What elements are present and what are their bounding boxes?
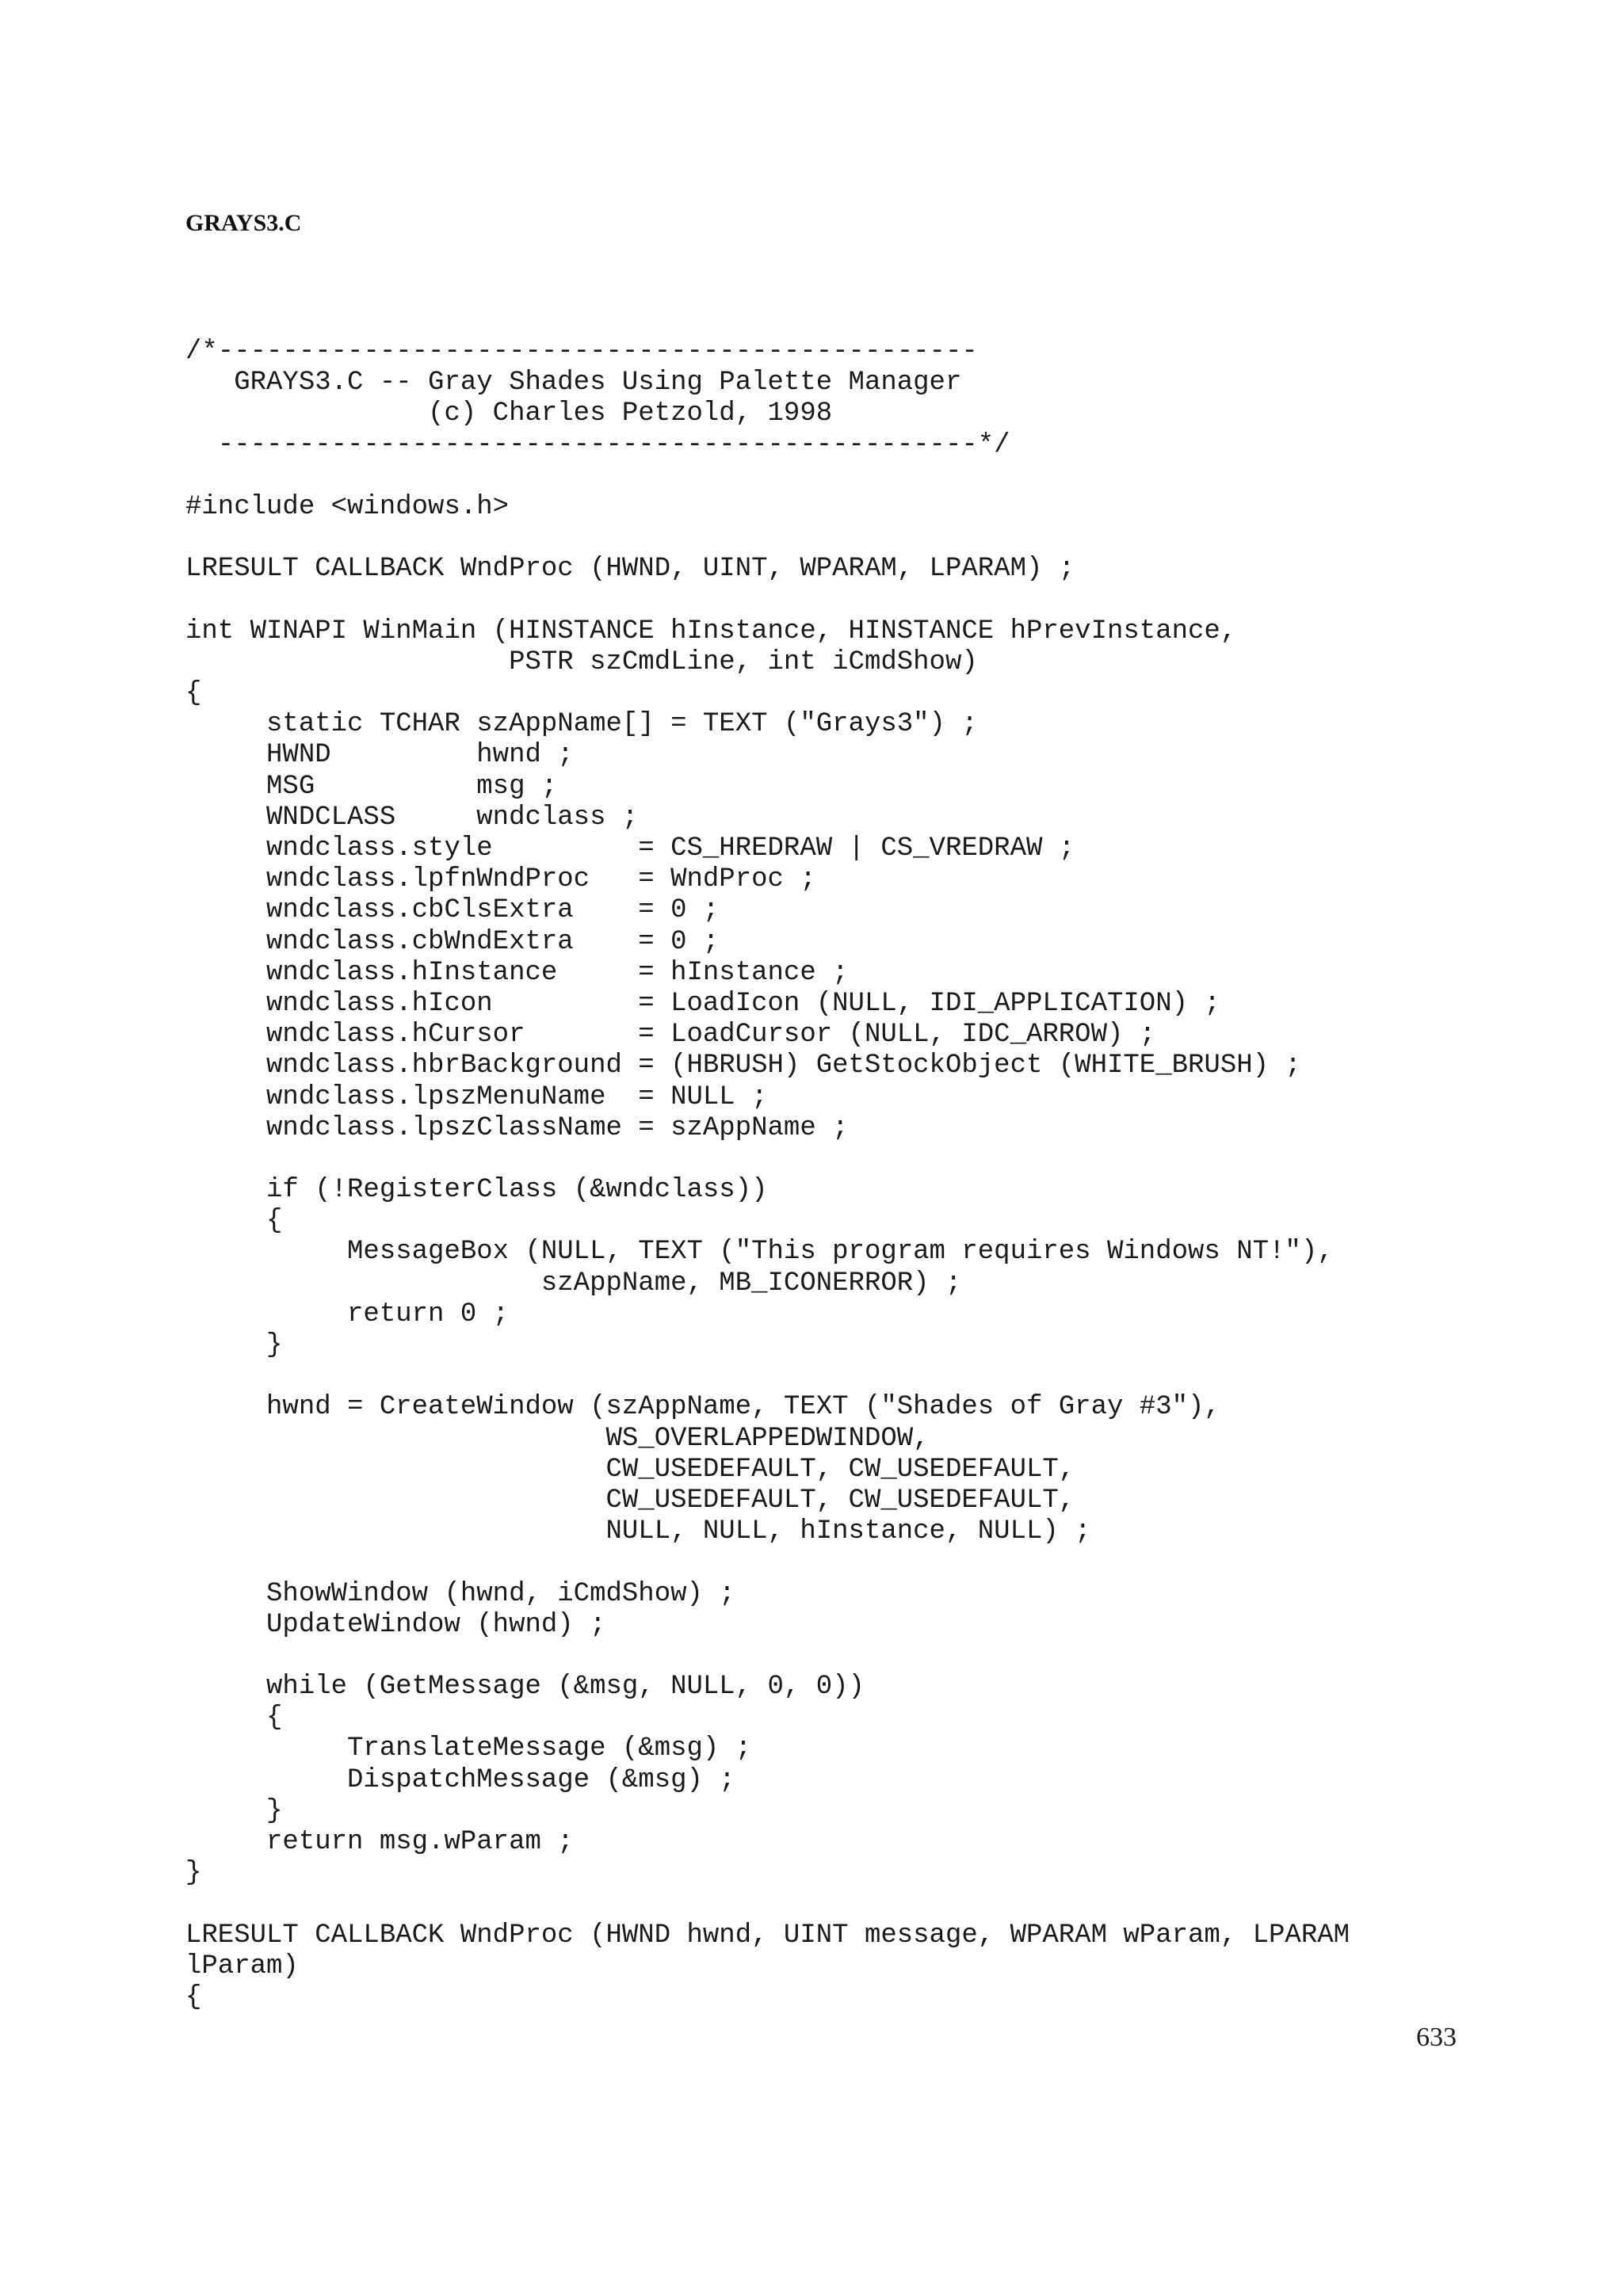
code-line: wndclass.lpfnWndProc = WndProc ; [185,864,816,895]
code-line: HWND hwnd ; [185,740,574,771]
code-line: wndclass.hbrBackground = (HBRUSH) GetStockObject (WHITE_BRUSH) ; [185,1051,1301,1081]
code-line: #include <windows.h> [185,491,510,522]
code-line: PSTR szCmdLine, int iCmdShow) [185,646,978,677]
code-line: wndclass.hInstance = hInstance ; [185,957,849,988]
code-line [185,1144,1350,1175]
code-line [185,1547,1350,1578]
code-line: while (GetMessage (&msg, NULL, 0, 0)) [185,1672,865,1703]
code-line: WS_OVERLAPPEDWINDOW, [185,1423,930,1454]
code-line: if (!RegisterClass (&wndclass)) [185,1175,768,1206]
code-line: MSG msg ; [185,771,558,802]
code-line: wndclass.cbClsExtra = 0 ; [185,895,720,926]
code-line: { [185,1981,202,2012]
code-line: } [185,1795,283,1826]
code-line: int WINAPI WinMain (HINSTANCE hInstance, HINSTANCE hPrevInstance, [185,616,1237,646]
code-line: wndclass.cbWndExtra = 0 ; [185,926,720,957]
page-number: 633 [1416,2023,1457,2052]
code-line: return 0 ; [185,1299,510,1329]
code-line [185,585,1350,616]
code-line: wndclass.style = CS_HREDRAW | CS_VREDRAW ; [185,833,1075,864]
code-line: MessageBox (NULL, TEXT ("This program requires Windows NT!"), [185,1237,1334,1268]
code-line: wndclass.lpszMenuName = NULL ; [185,1081,768,1112]
code-line: NULL, NULL, hInstance, NULL) ; [185,1516,1091,1547]
code-line: LRESULT CALLBACK WndProc (HWND hwnd, UINT message, WPARAM wParam, LPARAM [185,1920,1350,1951]
code-line: GRAYS3.C -- Gray Shades Using Palette Manager [185,368,962,399]
section-heading: GRAYS3.C [185,210,302,236]
code-line: DispatchMessage (&msg) ; [185,1764,735,1795]
code-line [185,523,1350,554]
code-listing [185,337,1350,2013]
code-line: ShowWindow (hwnd, iCmdShow) ; [185,1578,735,1609]
code-line: { [185,678,202,709]
code-line: (c) Charles Petzold, 1998 [185,399,833,429]
code-line: static TCHAR szAppName[] = TEXT ("Grays3") ; [185,709,978,740]
code-line: -----------------------------------------------*/ [185,429,1010,460]
code-line: } [185,1330,283,1360]
code-line: CW_USEDEFAULT, CW_USEDEFAULT, [185,1454,1075,1485]
code-line: szAppName, MB_ICONERROR) ; [185,1268,962,1299]
code-line: wndclass.hIcon = LoadIcon (NULL, IDI_APPLICATION) ; [185,988,1220,1019]
code-line: lParam) [185,1951,299,1981]
code-line: wndclass.lpszClassName = szAppName ; [185,1112,849,1143]
code-line: LRESULT CALLBACK WndProc (HWND, UINT, WPARAM, LPARAM) ; [185,554,1075,585]
code-line: UpdateWindow (hwnd) ; [185,1609,606,1640]
code-line: TranslateMessage (&msg) ; [185,1733,752,1764]
code-line [185,1361,1350,1392]
code-line: { [185,1703,283,1733]
code-line [185,461,1350,492]
code-line: { [185,1206,283,1237]
code-line: WNDCLASS wndclass ; [185,802,639,833]
code-line [185,1641,1350,1672]
code-line: /*----------------------------------------------- [185,337,978,367]
code-line: CW_USEDEFAULT, CW_USEDEFAULT, [185,1485,1075,1516]
code-line: } [185,1858,202,1889]
code-line: wndclass.hCursor = LoadCursor (NULL, IDC_ARROW) ; [185,1020,1156,1051]
code-line: hwnd = CreateWindow (szAppName, TEXT ("Shades of Gray #3"), [185,1392,1220,1423]
code-line [185,1889,1350,1920]
code-line: return msg.wParam ; [185,1827,574,1857]
